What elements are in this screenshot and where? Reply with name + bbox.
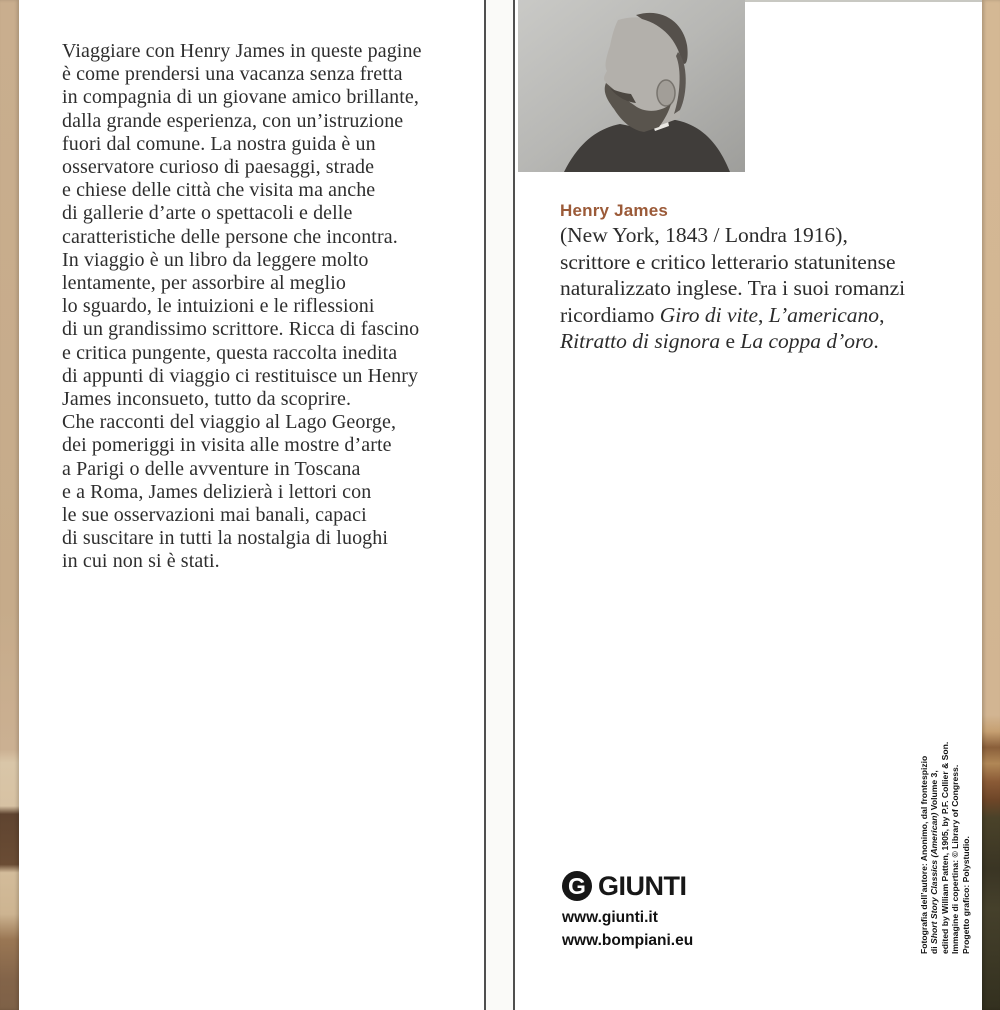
flap-description-line: In viaggio è un libro da leggere molto [62,248,369,271]
credits-line: Immagine di copertina: © Library of Congress. [950,764,961,954]
flap-description [62,40,422,574]
publisher-websites [562,907,693,952]
giunti-g-icon: G [562,871,592,901]
flap-description-line: di appunti di viaggio ci restituisce un Henry [62,364,419,387]
flap-description-line: lo sguardo, le intuizioni e le riflessioni [62,295,375,318]
flap-description-line: di gallerie d’arte o spettacoli e delle [62,202,353,225]
flap-description-line: caratteristiche delle persone che incontra. [62,225,398,248]
right-cover-edge-image [982,0,1000,1010]
flap-description-line: in compagnia di un giovane amico brillante, [62,86,419,109]
top-fold-hairline [744,0,982,2]
flap-description-line: lentamente, per assorbire al meglio [62,272,346,295]
author-panel [515,0,982,1010]
flap-description-line: Viaggiare con Henry James in queste pagine [62,40,422,62]
author-bio-line: naturalizzato inglese. Tra i suoi romanzi [560,276,906,300]
flap-description-line: dei pomeriggi in visita alle mostre d’arte [62,434,392,457]
author-name: Henry James [560,201,669,220]
website-giunti: www.giunti.it [562,909,658,926]
book-title-italic: L’americano [768,302,880,327]
flap-description-line: di suscitare in tutti la nostalgia di luoghi [62,527,389,550]
fold-line-left [484,0,486,1010]
photo-credits [919,722,971,954]
book-title-italic: Ritratto di signora [560,329,721,353]
flap-description-line: in cui non si è stati. [62,550,220,573]
giunti-logo-text: GIUNTI [598,871,687,901]
credits-line: Progetto grafico: Polystudio. [960,836,971,954]
author-bio-line: (New York, 1843 / Londra 1916), [560,223,848,247]
flap-description-line: osservatore curioso di paesaggi, strade [62,156,375,179]
author-bio [560,222,905,355]
book-title-italic: Giro di vite [659,302,759,327]
back-flap-panel [19,0,484,1010]
flap-description-line: e a Roma, James delizierà i lettori con [62,480,372,503]
flap-description-line: a Parigi o delle avventure in Toscana [62,457,361,480]
credits-source-italic: Short Story Classics (American) [929,812,940,944]
spine-fold [484,0,515,1010]
flap-description-line: fuori dal comune. La nostra guida è un [62,132,376,155]
credits-line: di Short Story Classics (American) Volume 3, [929,770,940,954]
flap-description-line: Che racconti del viaggio al Lago George, [62,411,397,434]
author-photo [518,0,745,172]
book-title-italic: La coppa d’oro [740,329,874,353]
credits-line: edited by William Patten, 1905, by P.F. Collier & Son. [939,741,950,954]
author-bio-line: ricordiamo Giro di vite, L’americano, [560,302,885,327]
left-cover-edge-image [0,0,19,1010]
flap-description-line: di un grandissimo scrittore. Ricca di fascino [62,318,420,341]
portrait-silhouette [518,0,745,172]
flap-description-line: James inconsueto, tutto da scoprire. [62,388,352,411]
credits-line: Fotografia dell’autore: Anonimo, dal frontespizio [919,755,929,954]
flap-description-line: dalla grande esperienza, con un’istruzione [62,109,404,132]
author-bio-line: scrittore e critico letterario statunitense [560,249,896,274]
flap-description-line: è come prendersi una vacanza senza fretta [62,63,403,86]
flap-description-line: le sue osservazioni mai banali, capaci [62,504,367,527]
author-bio-line: Ritratto di signora e La coppa d’oro. [560,329,879,353]
website-bompiani: www.bompiani.eu [562,931,694,949]
flap-description-line: e critica pungente, questa raccolta inedita [62,341,398,364]
flap-description-line: e chiese delle città che visita ma anche [62,179,376,202]
